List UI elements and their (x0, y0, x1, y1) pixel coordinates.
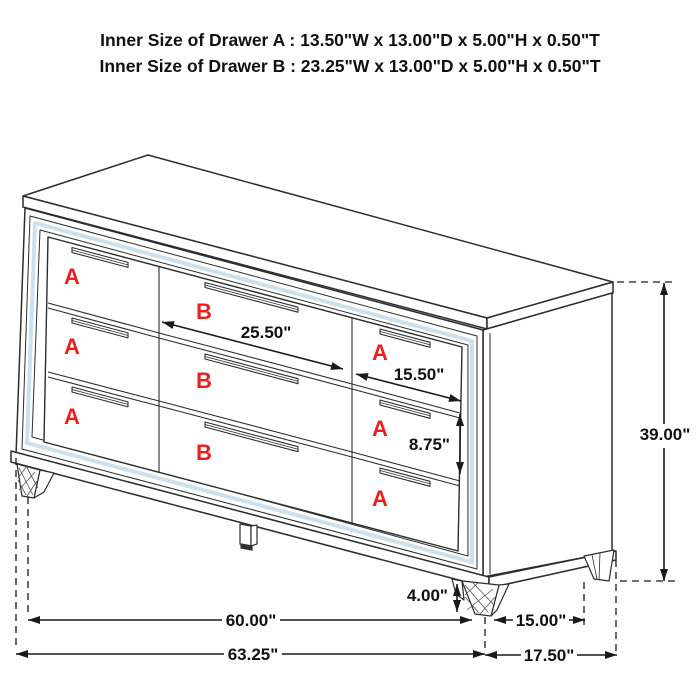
drawer-letter: A (64, 404, 80, 429)
drawer-b-size-line: Inner Size of Drawer B : 23.25"W x 13.00"D x 5.00"H x 0.50"T (99, 56, 601, 76)
drawer-letter: A (372, 416, 388, 441)
drawer-letter: A (64, 264, 80, 289)
label-leg-height: 4.00" (406, 586, 448, 605)
dresser-body (11, 155, 616, 616)
drawer-letter: B (196, 299, 212, 324)
label-overall-width: 63.25" (227, 645, 279, 664)
back-right-leg (584, 550, 614, 581)
drawer-letter: A (64, 334, 80, 359)
label-drawer-height: 8.75" (408, 435, 450, 454)
label-overall-height: 39.00" (639, 425, 691, 444)
drawer-letter: A (372, 486, 388, 511)
drawer-letter: B (196, 440, 212, 465)
front-middle-leg (240, 524, 257, 550)
dresser-right-side (483, 293, 612, 577)
drawer-a-size-line: Inner Size of Drawer A : 13.50"W x 13.00"D x 5.00"H x 0.50"T (100, 30, 600, 50)
label-overall-depth: 17.50" (523, 646, 575, 665)
label-side-drawer-width: 15.50" (393, 365, 445, 384)
label-middle-drawer-width: 25.50" (240, 323, 292, 342)
drawer-letter: B (196, 368, 212, 393)
front-right-leg (452, 579, 509, 616)
label-leg-span-depth: 15.00" (515, 611, 567, 630)
drawer-letter: A (372, 340, 388, 365)
label-leg-span-width: 60.00" (225, 611, 277, 630)
